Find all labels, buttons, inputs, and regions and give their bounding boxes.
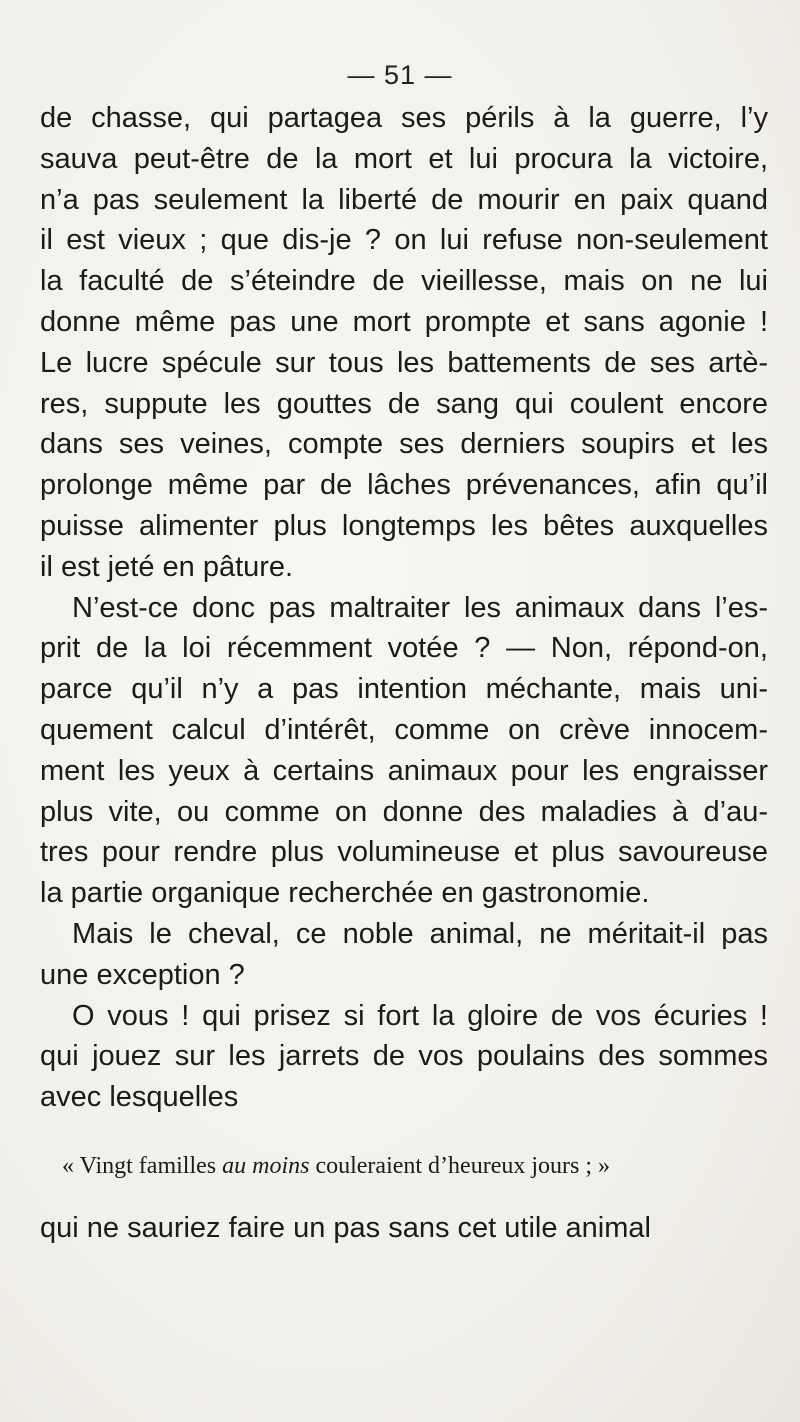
page-number: — 51 — xyxy=(347,60,453,90)
text-line: la partie organique recherchée en gastronomie. xyxy=(40,877,650,910)
text-line: puisse alimenter plus longtemps les bêtes auxquelles xyxy=(40,509,768,542)
text-line: avec lesquelles xyxy=(40,1081,239,1114)
text-line: Mais le cheval, ce noble animal, ne méritait-il pas xyxy=(72,917,768,950)
text-line: donne même pas une mort prompte et sans agonie ! xyxy=(40,305,768,338)
text-line: ment les yeux à certains animaux pour les engraisser xyxy=(40,754,768,787)
text-line: il est jeté en pâture. xyxy=(40,550,294,583)
quote-emphasis: au moins xyxy=(222,1152,310,1179)
text-line: tres pour rendre plus volumineuse et plus savoureuse xyxy=(40,836,768,869)
text-line: prolonge même par de lâches prévenances, afin qu’il xyxy=(40,469,768,502)
text-line: dans ses veines, compte ses derniers soupirs et les xyxy=(40,428,768,461)
paragraph-1 xyxy=(40,98,768,588)
text-line: parce qu’il n’y a pas intention méchante, mais uni- xyxy=(40,673,768,706)
final-text-line: qui ne sauriez faire un pas sans cet utile animal xyxy=(40,1211,651,1244)
text-line: n’a pas seulement la liberté de mourir en paix quand xyxy=(40,183,768,216)
text-line: O vous ! qui prisez si fort la gloire de vos écuries ! xyxy=(72,999,768,1032)
text-line: res, suppute les gouttes de sang qui coulent encore xyxy=(40,387,768,420)
text-line: la faculté de s’éteindre de vieillesse, mais on ne lui xyxy=(40,265,768,298)
text-line: N’est-ce donc pas maltraiter les animaux dans l’es- xyxy=(72,591,768,624)
text-body xyxy=(40,98,768,1249)
quote-text-start: « Vingt familles xyxy=(62,1152,223,1179)
text-line: qui jouez sur les jarrets de vos poulains des sommes xyxy=(40,1040,768,1073)
quote-text-end: couleraient d’heureux jours ; » xyxy=(309,1152,611,1179)
text-line: il est vieux ; que dis-je ? on lui refuse non-seulement xyxy=(40,224,768,257)
text-line: sauva peut-être de la mort et lui procura la victoire, xyxy=(40,142,768,175)
text-line: plus vite, ou comme on donne des maladies à d’au- xyxy=(40,795,768,828)
paragraph-3 xyxy=(40,914,768,996)
paragraph-2 xyxy=(40,588,768,914)
paragraph-4 xyxy=(40,996,768,1118)
text-line: Le lucre spécule sur tous les battements de ses artè- xyxy=(40,346,768,379)
verse-quotation xyxy=(40,1142,768,1190)
text-line: de chasse, qui partagea ses périls à la guerre, l’y xyxy=(40,102,768,134)
text-line: prit de la loi récemment votée ? — Non, répond-on, xyxy=(40,632,768,665)
text-line: une exception ? xyxy=(40,958,245,991)
text-line: quement calcul d’intérêt, comme on crève innocem- xyxy=(40,713,768,746)
